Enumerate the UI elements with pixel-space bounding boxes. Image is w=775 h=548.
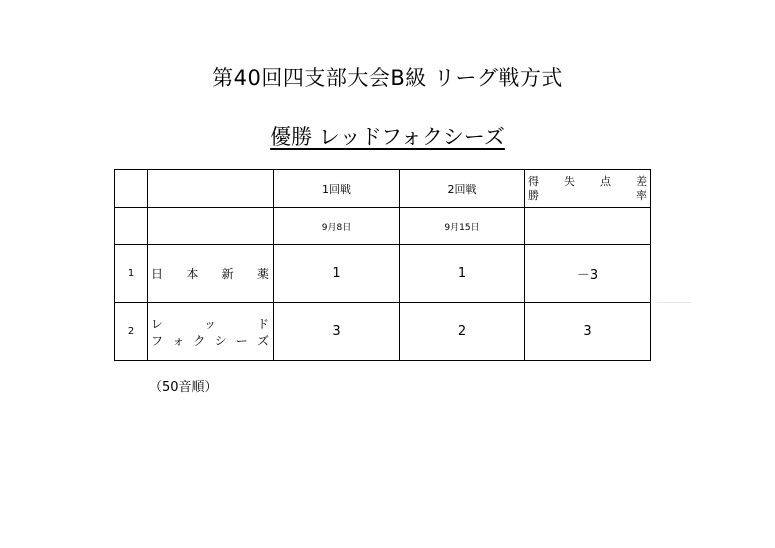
header-diff-char: 点: [600, 174, 611, 188]
date-team-cell: [148, 208, 274, 245]
date-row: [115, 208, 651, 245]
team-name-cell: [148, 245, 274, 303]
team-name-char: ォ: [172, 333, 185, 348]
team-name-char: ー: [235, 333, 248, 348]
team-name-char: シ: [214, 333, 227, 348]
row-number: 2: [115, 303, 148, 361]
round1-score: 1: [274, 245, 400, 303]
team-name-char: レ: [151, 316, 164, 331]
date-diff-cell: [525, 208, 651, 245]
team-name-char: 本: [186, 267, 199, 281]
header-row: [115, 170, 651, 208]
header-diff-char: 失: [564, 174, 575, 188]
point-diff: 3: [525, 303, 651, 361]
header-diff-line2: [528, 189, 647, 203]
date-round1: 9月8日: [274, 208, 400, 245]
header-diff-char: 勝: [528, 188, 539, 202]
header-diff-label: [525, 173, 650, 205]
date-round2: 9月15日: [400, 208, 525, 245]
team-name-cell: [148, 303, 274, 361]
header-diff-line1: [528, 175, 647, 189]
date-no-cell: [115, 208, 148, 245]
header-diff-char: 差: [636, 174, 647, 188]
team-name-char: 日: [151, 267, 164, 281]
team-name-line1: [148, 315, 273, 332]
team-name-char: ド: [256, 316, 269, 331]
divider: [657, 302, 691, 303]
winner-text: 優勝 レッドフォクシーズ: [270, 125, 505, 149]
point-diff: －3: [525, 245, 651, 303]
league-table: [114, 169, 651, 361]
header-round2: 2回戦: [400, 170, 525, 208]
team-name-char: フ: [151, 333, 164, 348]
header-team-cell: [148, 170, 274, 208]
team-name: [148, 265, 273, 282]
row-number: 1: [115, 245, 148, 303]
header-round1: 1回戦: [274, 170, 400, 208]
winner-heading: [0, 121, 775, 151]
sort-note: （50音順）: [149, 380, 218, 395]
round2-score: 1: [400, 245, 525, 303]
table-row: [115, 303, 651, 361]
header-diff-char: 率: [636, 188, 647, 202]
team-name-char: 新: [221, 267, 234, 281]
round1-score: 3: [274, 303, 400, 361]
team-name-char: ク: [193, 333, 206, 348]
round2-score: 2: [400, 303, 525, 361]
table-row: [115, 245, 651, 303]
team-name-char: ズ: [256, 333, 269, 348]
team-name-char: ッ: [203, 316, 216, 331]
header-no-cell: [115, 170, 148, 208]
team-name-line2: [148, 332, 273, 349]
header-diff-cell: [525, 170, 651, 208]
team-name-char: 薬: [256, 267, 269, 281]
header-diff-char: 得: [528, 174, 539, 188]
page-title: 第40回四支部大会B級 リーグ戦方式: [212, 66, 563, 90]
